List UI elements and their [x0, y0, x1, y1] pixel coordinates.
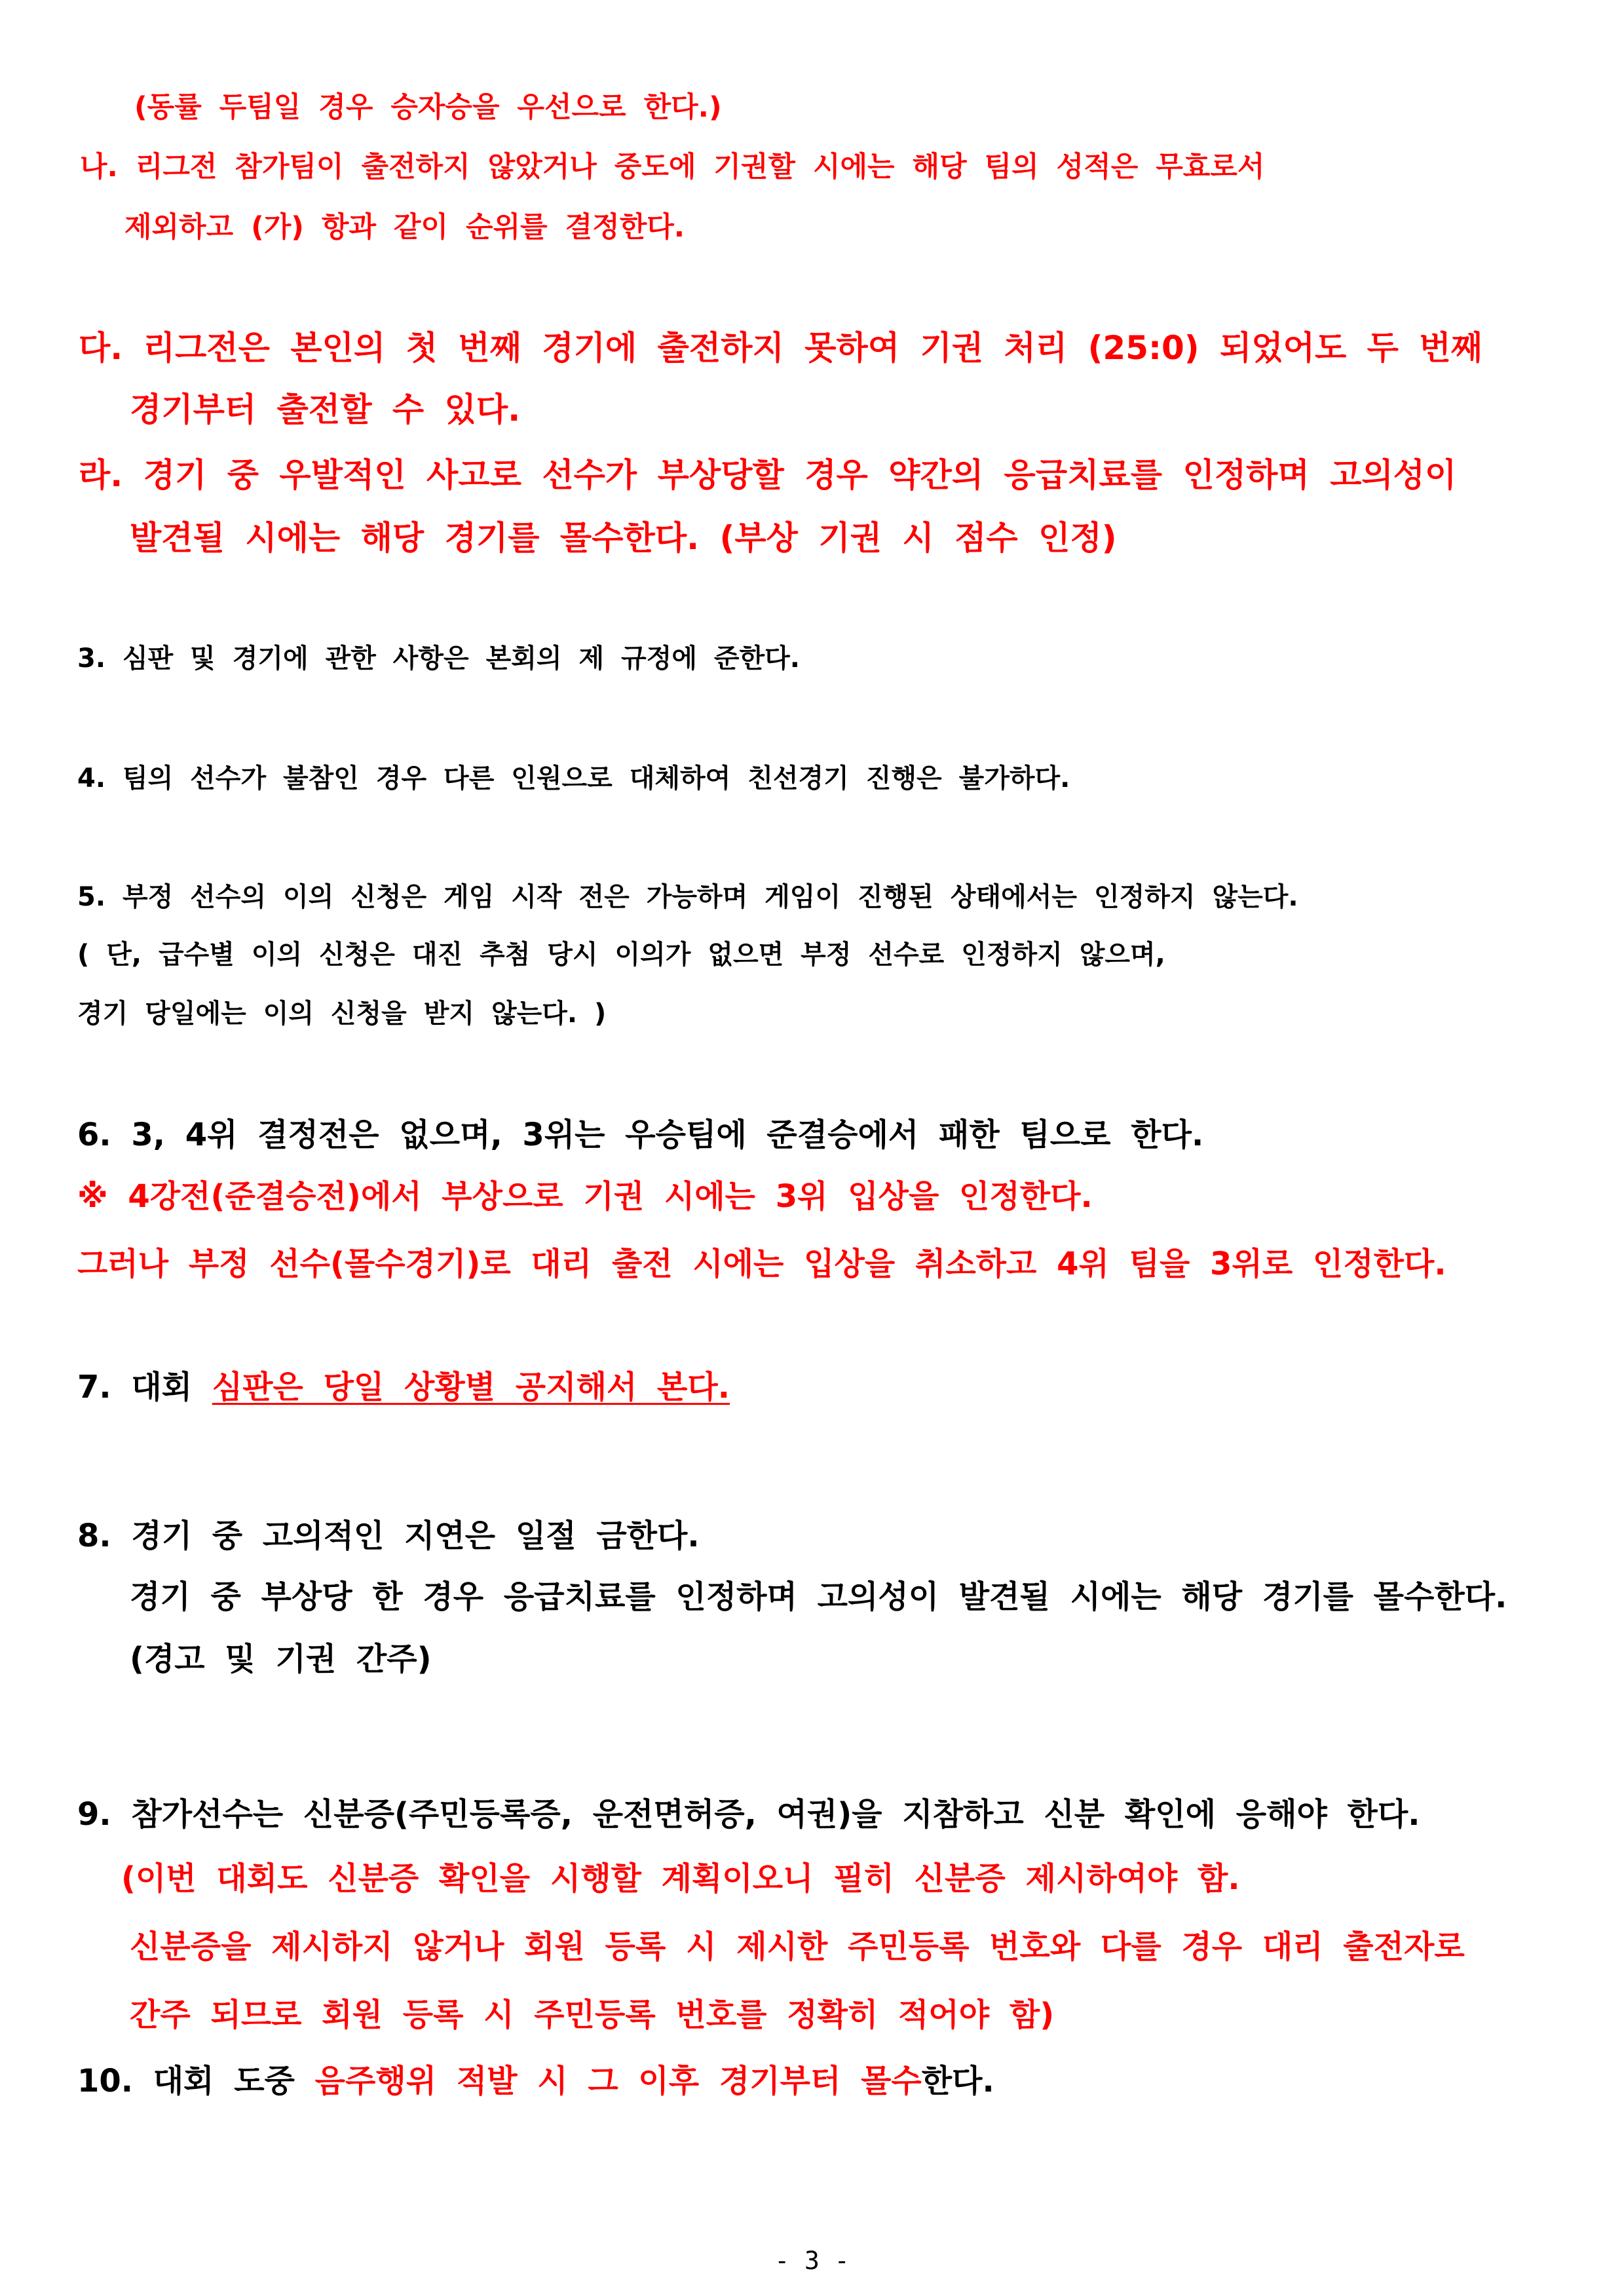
- text-line: (동률 두팀일 경우 승자승을 우선으로 한다.): [134, 91, 722, 124]
- text-line: 라. 경기 중 우발적인 사고로 선수가 부상당할 경우 약간의 응급치료를 인정하며 고의성이: [79, 456, 1457, 494]
- text-line: ※ 4강전(준결승전)에서 부상으로 기권 시에는 3위 입상을 인정한다.: [77, 1178, 1093, 1215]
- text-line: (이번 대회도 신분증 확인을 시행할 계획이오니 필히 신분증 제시하여야 함.: [121, 1860, 1240, 1897]
- text-line: (경고 및 기권 간주): [130, 1641, 432, 1677]
- text-line: ( 단, 급수별 이의 신청은 대진 추첨 당시 이의가 없으면 부정 선수로 인정하지 않으며,: [77, 940, 1165, 970]
- text-line: 발견될 시에는 해당 경기를 몰수한다. (부상 기권 시 점수 인정): [130, 519, 1117, 557]
- red-emphasis: 음주행위 적발 시 그 이후 경기부터 몰수: [314, 2063, 922, 2099]
- text-prefix: 10. 대회 도중: [77, 2063, 315, 2099]
- text-line: 그러나 부정 선수(몰수경기)로 대리 출전 시에는 입상을 취소하고 4위 팀을 3위로 인정한다.: [77, 1246, 1446, 1282]
- text-line: 간주 되므로 회원 등록 시 주민등록 번호를 정확히 적어야 함): [130, 1997, 1055, 2033]
- text-prefix: 7. 대회: [77, 1369, 212, 1406]
- text-line: 4. 팀의 선수가 불참인 경우 다른 인원으로 대체하여 친선경기 진행은 불가하다.: [77, 763, 1070, 794]
- text-line: 9. 참가선수는 신분증(주민등록증, 운전면허증, 여권)을 지참하고 신분 확인에 응해야 한다.: [77, 1796, 1420, 1833]
- text-line: 8. 경기 중 고의적인 지연은 일절 금한다.: [77, 1518, 700, 1554]
- text-line: 경기 중 부상당 한 경우 응급치료를 인정하며 고의성이 발견될 시에는 해당 경기를 몰수한다.: [130, 1578, 1507, 1615]
- text-line: 6. 3, 4위 결정전은 없으며, 3위는 우승팀에 준결승에서 패한 팀으로 한다.: [77, 1117, 1204, 1153]
- text-line-10: [77, 2065, 994, 2097]
- text-line: 제외하고 (가) 항과 같이 순위를 결정한다.: [124, 211, 685, 244]
- text-line: 다. 리그전은 본인의 첫 번째 경기에 출전하지 못하여 기권 처리 (25:0) 되었어도 두 번째: [79, 329, 1482, 367]
- text-line: 경기부터 출전할 수 있다.: [130, 391, 521, 429]
- text-line-7: [77, 1369, 730, 1406]
- text-line: 나. 리그전 참가팀이 출전하지 않았거나 중도에 기권할 시에는 해당 팀의 성적은 무효로서: [80, 151, 1265, 183]
- text-suffix: 한다.: [921, 2063, 994, 2099]
- text-line: 5. 부정 선수의 이의 신청은 게임 시작 전은 가능하며 게임이 진행된 상태에서는 인정하지 않는다.: [77, 882, 1298, 912]
- text-line: 경기 당일에는 이의 신청을 받지 않는다. ): [77, 999, 607, 1029]
- page-number: - 3 -: [774, 2246, 850, 2275]
- text-line: 3. 심판 및 경기에 관한 사항은 본회의 제 규정에 준한다.: [77, 643, 800, 674]
- text-line: 신분증을 제시하지 않거나 회원 등록 시 제시한 주민등록 번호와 다를 경우 대리 출전자로: [130, 1928, 1465, 1965]
- underlined-notice: 심판은 당일 상황별 공지해서 본다.: [212, 1369, 730, 1406]
